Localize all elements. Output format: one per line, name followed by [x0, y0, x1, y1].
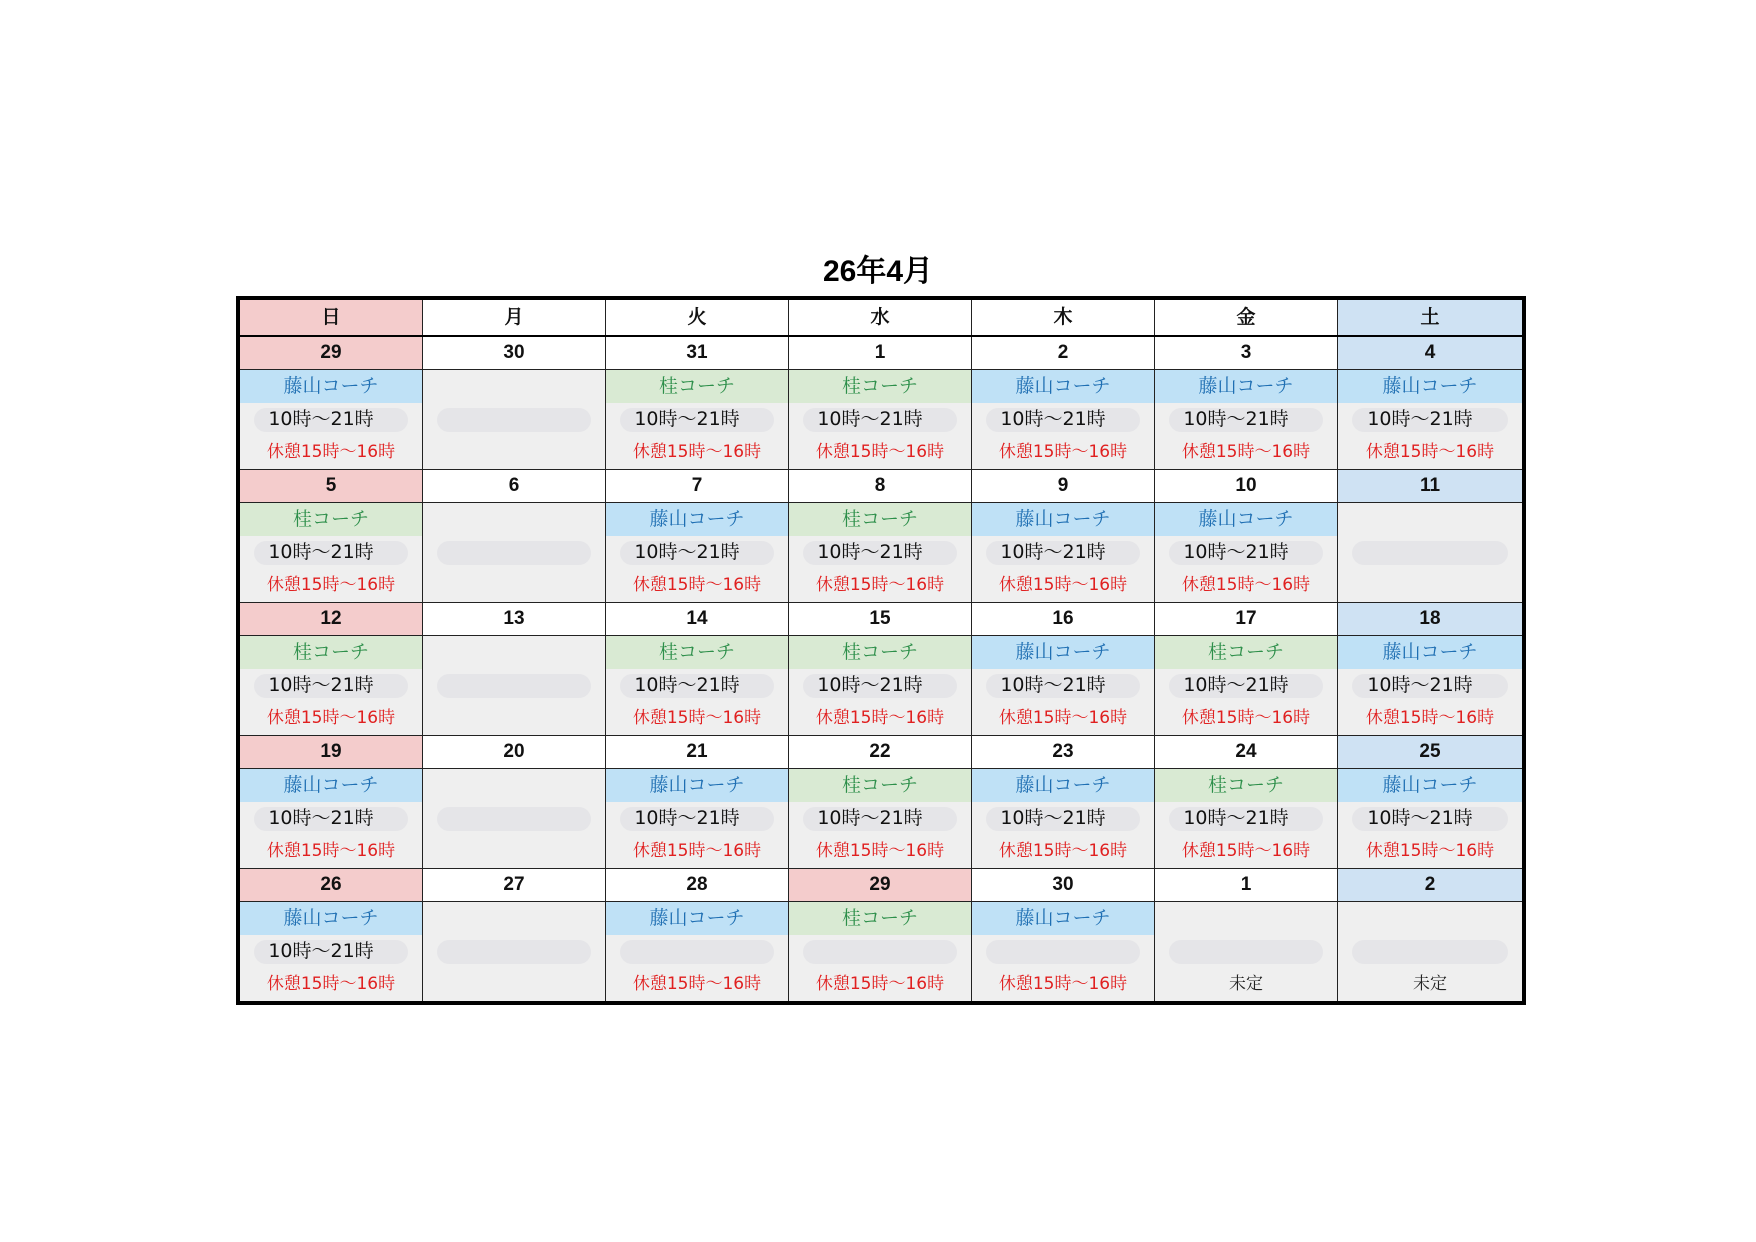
hours-cell — [972, 536, 1155, 569]
hours-row — [240, 403, 1522, 436]
coach-label — [1338, 902, 1522, 935]
coach-label: 桂コーチ — [240, 636, 423, 669]
date-cell[interactable]: 20 — [423, 736, 606, 768]
hours-cell — [423, 802, 606, 835]
break-row — [240, 436, 1522, 469]
break-note — [423, 968, 606, 1001]
hours-text: 10時〜21時 — [1000, 674, 1106, 696]
break-row — [240, 968, 1522, 1001]
hours-field[interactable] — [437, 807, 591, 831]
hours-cell — [972, 935, 1155, 968]
coach-label: 藤山コーチ — [1155, 370, 1338, 403]
break-note: 休憩15時〜16時 — [1338, 702, 1522, 735]
date-cell[interactable]: 29 — [240, 337, 423, 369]
week-row — [240, 603, 1522, 736]
undecided-note: 未定 — [1338, 968, 1522, 1001]
break-note — [423, 436, 606, 469]
break-row — [240, 835, 1522, 868]
coach-label: 桂コーチ — [789, 636, 972, 669]
coach-label: 桂コーチ — [789, 370, 972, 403]
hours-cell — [1155, 802, 1338, 835]
break-note: 休憩15時〜16時 — [972, 968, 1155, 1001]
break-note: 休憩15時〜16時 — [972, 569, 1155, 602]
date-row — [240, 603, 1522, 636]
calendar-weeks — [240, 337, 1522, 1001]
week-row — [240, 869, 1522, 1001]
date-cell[interactable]: 24 — [1155, 736, 1338, 768]
hours-text: 10時〜21時 — [634, 541, 740, 563]
coach-label — [423, 636, 606, 669]
undecided-note: 未定 — [1155, 968, 1338, 1001]
hours-text: 10時〜21時 — [268, 674, 374, 696]
coach-label: 藤山コーチ — [972, 636, 1155, 669]
hours-text: 10時〜21時 — [634, 807, 740, 829]
hours-text: 10時〜21時 — [268, 408, 374, 430]
hours-text: 10時〜21時 — [1367, 674, 1473, 696]
hours-cell — [1155, 403, 1338, 436]
calendar-title: 26年4月 — [822, 255, 934, 288]
hours-text: 10時〜21時 — [817, 541, 923, 563]
hours-row — [240, 536, 1522, 569]
coach-label: 桂コーチ — [240, 503, 423, 536]
weekday-header-mon: 月 — [423, 300, 606, 335]
break-note: 休憩15時〜16時 — [606, 835, 789, 868]
date-row — [240, 736, 1522, 769]
hours-cell — [240, 802, 423, 835]
date-cell[interactable]: 17 — [1155, 603, 1338, 635]
hours-text: 10時〜21時 — [1000, 541, 1106, 563]
coach-label — [423, 503, 606, 536]
coach-label: 桂コーチ — [606, 636, 789, 669]
hours-cell — [423, 536, 606, 569]
date-cell[interactable]: 1 — [1155, 869, 1338, 901]
hours-cell — [1155, 669, 1338, 702]
hours-row — [240, 669, 1522, 702]
break-note: 休憩15時〜16時 — [1155, 835, 1338, 868]
date-cell[interactable]: 21 — [606, 736, 789, 768]
break-note: 休憩15時〜16時 — [1338, 436, 1522, 469]
hours-field[interactable] — [437, 674, 591, 698]
date-cell[interactable]: 15 — [789, 603, 972, 635]
weekday-header-tue: 火 — [606, 300, 789, 335]
hours-text: 10時〜21時 — [1183, 674, 1289, 696]
hours-cell — [606, 935, 789, 968]
date-cell[interactable]: 11 — [1338, 470, 1522, 502]
break-note: 休憩15時〜16時 — [606, 968, 789, 1001]
hours-field[interactable] — [1169, 940, 1323, 964]
coach-label: 藤山コーチ — [606, 769, 789, 802]
coach-label — [1338, 503, 1522, 536]
date-cell[interactable]: 2 — [972, 337, 1155, 369]
coach-label: 桂コーチ — [789, 503, 972, 536]
hours-cell — [606, 403, 789, 436]
hours-field[interactable] — [803, 940, 957, 964]
date-row — [240, 869, 1522, 902]
date-cell[interactable]: 7 — [606, 470, 789, 502]
date-cell[interactable]: 2 — [1338, 869, 1522, 901]
coach-label: 藤山コーチ — [1155, 503, 1338, 536]
hours-text: 10時〜21時 — [634, 674, 740, 696]
break-note: 休憩15時〜16時 — [240, 835, 423, 868]
break-note: 休憩15時〜16時 — [789, 968, 972, 1001]
date-cell[interactable]: 30 — [423, 337, 606, 369]
coach-row — [240, 503, 1522, 536]
break-row — [240, 569, 1522, 602]
coach-label: 藤山コーチ — [240, 370, 423, 403]
hours-cell — [606, 669, 789, 702]
date-cell[interactable]: 13 — [423, 603, 606, 635]
hours-cell — [1155, 536, 1338, 569]
break-note — [423, 569, 606, 602]
hours-cell — [240, 935, 423, 968]
hours-cell — [1338, 802, 1522, 835]
hours-field[interactable] — [620, 940, 774, 964]
break-note — [423, 835, 606, 868]
week-row — [240, 470, 1522, 603]
hours-cell — [240, 403, 423, 436]
hours-cell — [789, 935, 972, 968]
date-cell[interactable]: 3 — [1155, 337, 1338, 369]
date-cell[interactable]: 14 — [606, 603, 789, 635]
break-note: 休憩15時〜16時 — [1155, 702, 1338, 735]
date-cell[interactable]: 31 — [606, 337, 789, 369]
break-note: 休憩15時〜16時 — [1155, 569, 1338, 602]
coach-label: 桂コーチ — [789, 769, 972, 802]
coach-label: 藤山コーチ — [1338, 769, 1522, 802]
date-cell[interactable]: 28 — [606, 869, 789, 901]
hours-cell — [606, 802, 789, 835]
hours-cell — [1338, 403, 1522, 436]
date-cell[interactable]: 25 — [1338, 736, 1522, 768]
break-note — [423, 702, 606, 735]
date-cell[interactable]: 6 — [423, 470, 606, 502]
hours-field[interactable] — [437, 940, 591, 964]
hours-cell — [1338, 935, 1522, 968]
week-row — [240, 736, 1522, 869]
coach-label: 藤山コーチ — [240, 769, 423, 802]
date-cell[interactable]: 5 — [240, 470, 423, 502]
hours-cell — [972, 802, 1155, 835]
date-cell[interactable]: 23 — [972, 736, 1155, 768]
break-note: 休憩15時〜16時 — [1338, 835, 1522, 868]
hours-text: 10時〜21時 — [817, 408, 923, 430]
hours-cell — [789, 669, 972, 702]
hours-cell — [789, 403, 972, 436]
coach-label: 藤山コーチ — [606, 902, 789, 935]
date-cell[interactable]: 4 — [1338, 337, 1522, 369]
hours-row — [240, 802, 1522, 835]
hours-cell — [240, 536, 423, 569]
break-note: 休憩15時〜16時 — [789, 436, 972, 469]
hours-text: 10時〜21時 — [268, 940, 374, 962]
hours-field[interactable] — [986, 940, 1140, 964]
break-note — [1338, 569, 1522, 602]
hours-field[interactable] — [1352, 940, 1508, 964]
hours-cell — [972, 403, 1155, 436]
date-cell[interactable]: 9 — [972, 470, 1155, 502]
date-cell[interactable]: 30 — [972, 869, 1155, 901]
coach-label: 藤山コーチ — [1338, 636, 1522, 669]
hours-text: 10時〜21時 — [268, 807, 374, 829]
hours-cell — [1338, 669, 1522, 702]
hours-cell — [972, 669, 1155, 702]
date-cell[interactable]: 26 — [240, 869, 423, 901]
hours-text: 10時〜21時 — [1183, 807, 1289, 829]
week-row — [240, 337, 1522, 470]
hours-text: 10時〜21時 — [268, 541, 374, 563]
break-row — [240, 702, 1522, 735]
break-note: 休憩15時〜16時 — [240, 569, 423, 602]
weekday-header-sun: 日 — [240, 300, 423, 335]
coach-label — [423, 769, 606, 802]
break-note: 休憩15時〜16時 — [606, 702, 789, 735]
hours-cell — [606, 536, 789, 569]
date-cell[interactable]: 29 — [789, 869, 972, 901]
weekday-header-thu: 木 — [972, 300, 1155, 335]
monthly-calendar — [236, 296, 1526, 1005]
date-cell[interactable]: 8 — [789, 470, 972, 502]
hours-cell — [423, 403, 606, 436]
hours-text: 10時〜21時 — [1183, 541, 1289, 563]
date-cell[interactable]: 12 — [240, 603, 423, 635]
coach-label — [423, 370, 606, 403]
hours-text: 10時〜21時 — [817, 674, 923, 696]
coach-label: 藤山コーチ — [240, 902, 423, 935]
hours-cell — [1155, 935, 1338, 968]
break-note: 休憩15時〜16時 — [240, 436, 423, 469]
weekday-header-row — [240, 300, 1522, 337]
weekday-header-wed: 水 — [789, 300, 972, 335]
break-note: 休憩15時〜16時 — [240, 968, 423, 1001]
date-cell[interactable]: 22 — [789, 736, 972, 768]
break-note: 休憩15時〜16時 — [789, 569, 972, 602]
coach-label: 藤山コーチ — [972, 503, 1155, 536]
hours-text: 10時〜21時 — [1367, 807, 1473, 829]
break-note: 休憩15時〜16時 — [606, 569, 789, 602]
break-note: 休憩15時〜16時 — [972, 835, 1155, 868]
date-cell[interactable]: 19 — [240, 736, 423, 768]
break-note: 休憩15時〜16時 — [1155, 436, 1338, 469]
date-cell[interactable]: 18 — [1338, 603, 1522, 635]
break-note: 休憩15時〜16時 — [789, 702, 972, 735]
hours-cell — [789, 802, 972, 835]
date-row — [240, 470, 1522, 503]
hours-text: 10時〜21時 — [817, 807, 923, 829]
hours-text: 10時〜21時 — [1000, 408, 1106, 430]
break-note: 休憩15時〜16時 — [972, 702, 1155, 735]
hours-text: 10時〜21時 — [1183, 408, 1289, 430]
break-note: 休憩15時〜16時 — [972, 436, 1155, 469]
break-note: 休憩15時〜16時 — [789, 835, 972, 868]
hours-text: 10時〜21時 — [634, 408, 740, 430]
coach-row — [240, 769, 1522, 802]
date-cell[interactable]: 16 — [972, 603, 1155, 635]
hours-text: 10時〜21時 — [1367, 408, 1473, 430]
hours-cell — [1338, 536, 1522, 569]
hours-row — [240, 935, 1522, 968]
coach-row — [240, 902, 1522, 935]
break-note: 休憩15時〜16時 — [606, 436, 789, 469]
date-row — [240, 337, 1522, 370]
coach-label: 桂コーチ — [1155, 769, 1338, 802]
hours-cell — [789, 536, 972, 569]
hours-cell — [423, 935, 606, 968]
coach-label — [423, 902, 606, 935]
coach-label: 桂コーチ — [1155, 636, 1338, 669]
coach-label: 藤山コーチ — [1338, 370, 1522, 403]
break-note: 休憩15時〜16時 — [240, 702, 423, 735]
date-cell[interactable]: 27 — [423, 869, 606, 901]
hours-field[interactable] — [437, 408, 591, 432]
coach-label: 藤山コーチ — [972, 902, 1155, 935]
coach-label: 藤山コーチ — [972, 769, 1155, 802]
hours-text: 10時〜21時 — [1000, 807, 1106, 829]
coach-label: 藤山コーチ — [606, 503, 789, 536]
hours-field[interactable] — [1352, 541, 1508, 565]
hours-cell — [240, 669, 423, 702]
date-cell[interactable]: 1 — [789, 337, 972, 369]
hours-cell — [423, 669, 606, 702]
weekday-header-sat: 土 — [1338, 300, 1522, 335]
date-cell[interactable]: 10 — [1155, 470, 1338, 502]
coach-row — [240, 370, 1522, 403]
coach-label: 桂コーチ — [606, 370, 789, 403]
hours-field[interactable] — [437, 541, 591, 565]
coach-label: 桂コーチ — [789, 902, 972, 935]
weekday-header-fri: 金 — [1155, 300, 1338, 335]
coach-label: 藤山コーチ — [972, 370, 1155, 403]
coach-row — [240, 636, 1522, 669]
coach-label — [1155, 902, 1338, 935]
